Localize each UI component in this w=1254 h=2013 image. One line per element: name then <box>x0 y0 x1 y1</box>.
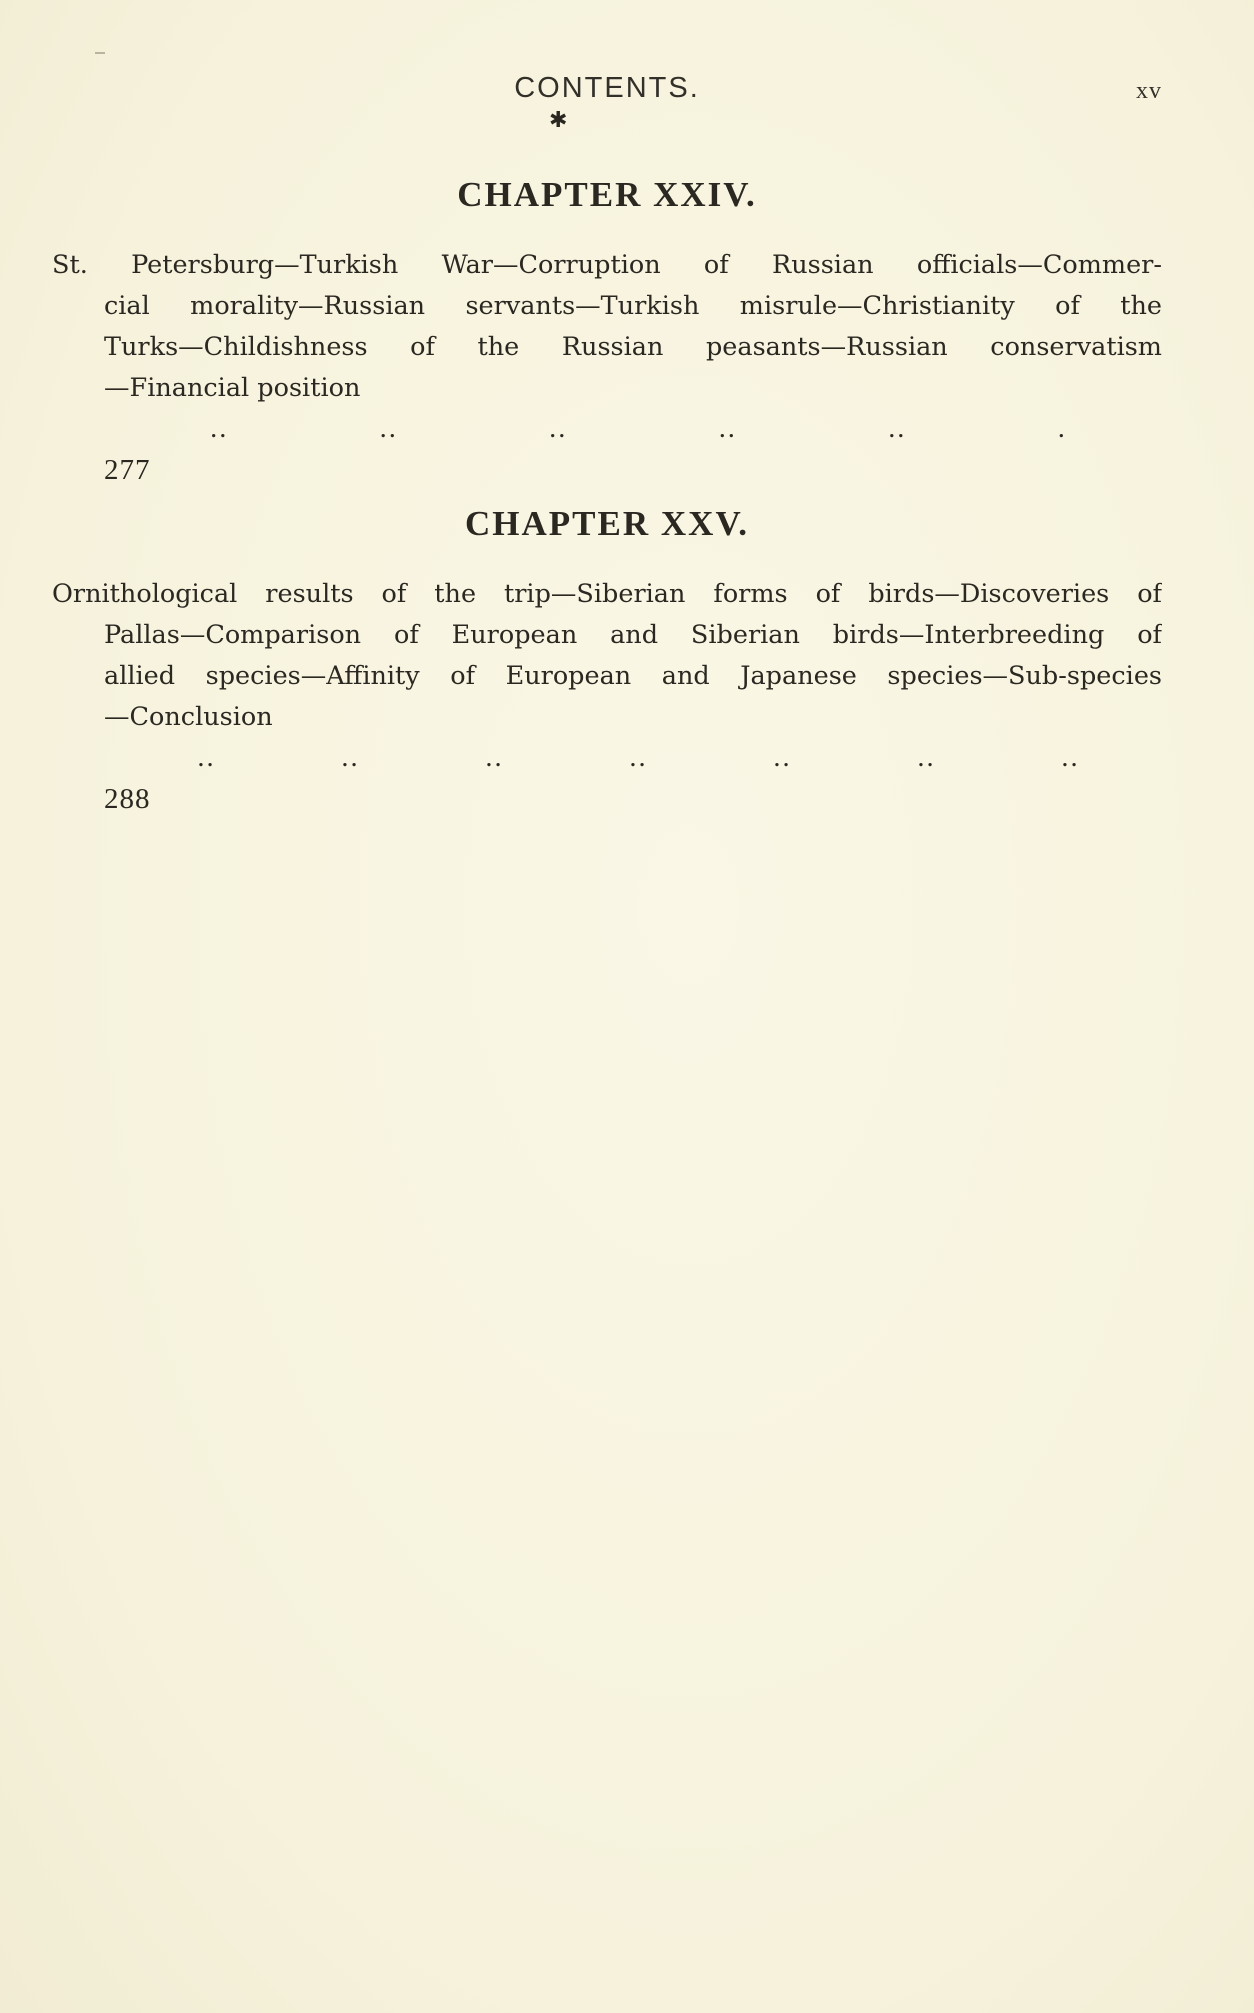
synopsis-line: St. Petersburg—Turkish War—Corruption of Russian officials—Commer- <box>52 250 1162 280</box>
leader: .. <box>718 414 737 444</box>
synopsis-last-line <box>52 697 1162 821</box>
synopsis-line: Ornithological results of the trip—Siberian forms of birds—Discoveries of <box>52 579 1162 609</box>
chapter-heading: CHAPTER XXIV. <box>457 175 757 214</box>
synopsis-line: cial morality—Russian servants—Turkish misrule—Christianity of the <box>104 291 1162 321</box>
synopsis-last-line <box>52 368 1162 492</box>
chapter-page-number: 288 <box>104 783 151 815</box>
synopsis-line: Pallas—Comparison of European and Siberian birds—Interbreeding of <box>104 620 1162 650</box>
synopsis-line: allied species—Affinity of European and Japanese species—Sub-species <box>104 661 1162 691</box>
leader: .. <box>209 414 228 444</box>
page-speck <box>95 52 105 54</box>
chapter-heading: CHAPTER XXV. <box>465 504 749 543</box>
running-head: CONTENTS. <box>514 72 700 104</box>
chapter-synopsis <box>52 574 1162 821</box>
synopsis-line: Turks—Childishness of the Russian peasants—Russian conservatism <box>104 332 1162 362</box>
synopsis-line: —Financial position <box>104 373 361 403</box>
leader: .. <box>379 414 398 444</box>
leader: .. <box>484 743 504 773</box>
chapter-xxiv-entry <box>52 175 1162 492</box>
leader: .. <box>340 743 360 773</box>
page-number-folio: xv <box>1136 78 1162 104</box>
chapter-synopsis <box>52 245 1162 492</box>
dot-leaders <box>104 409 1162 450</box>
chapter-page-number: 277 <box>104 454 151 486</box>
leader: .. <box>548 414 567 444</box>
leader: .. <box>772 743 792 773</box>
leader: . <box>1057 414 1067 444</box>
dot-leaders <box>104 738 1162 779</box>
asterisk-ornament-icon: ✱ <box>549 108 568 133</box>
leader: .. <box>1060 743 1080 773</box>
synopsis-line: —Conclusion <box>104 702 273 732</box>
leader: .. <box>916 743 936 773</box>
leader: .. <box>887 414 906 444</box>
page-header <box>52 72 1162 112</box>
chapter-xxv-entry <box>52 504 1162 821</box>
leader: .. <box>628 743 648 773</box>
leader: .. <box>196 743 216 773</box>
